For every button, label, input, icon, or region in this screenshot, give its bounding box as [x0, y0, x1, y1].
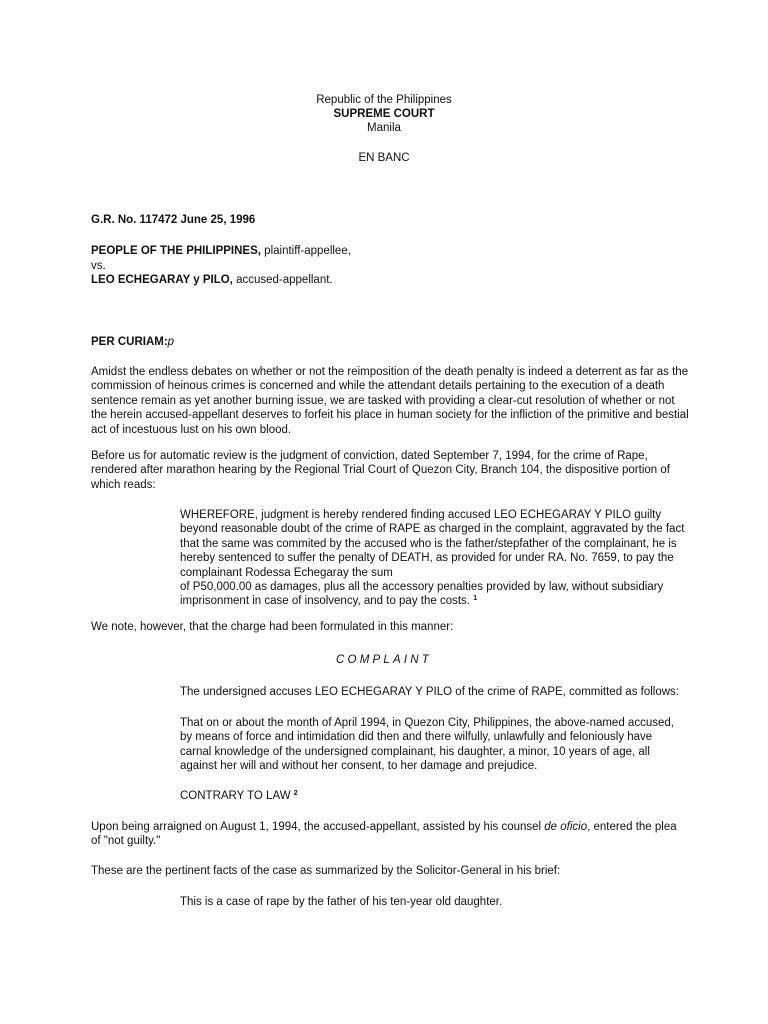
quote-line: WHEREFORE, judgment is hereby rendered finding accused LEO ECHEGARAY Y PILO guilty: [180, 509, 662, 521]
city-heading: Manila: [367, 122, 401, 134]
case-number: G.R. No. 117472 June 25, 1996: [91, 214, 256, 226]
complaint-line: by means of force and intimidation did then and there wilfully, unlawfully and feloniously have: [180, 731, 653, 744]
complaint-intro: The undersigned accuses LEO ECHEGARAY Y PILO of the crime of RAPE, committed as follows:: [180, 686, 679, 698]
de-oficio-text: de oficio: [544, 821, 588, 833]
quote-line: hereby sentenced to suffer the penalty of DEATH, as provided for under RA. No. 7659, to pay the: [180, 552, 674, 565]
party-plaintiff: [91, 244, 691, 258]
paragraph-line: commission of heinous crimes is concerned and while the attendant details pertaining to the execution of a death: [91, 380, 665, 393]
paragraph-line: [91, 820, 691, 834]
quote-line: of P50,000.00 as damages, plus all the accessory penalties provided by law, without subsidiary: [180, 581, 664, 594]
complaint-heading: COMPLAINT: [336, 654, 432, 666]
per-curiam-suffix: p: [167, 336, 175, 348]
quote-line: beyond reasonable doubt of the crime of RAPE as charged in the complaint, aggravated by the fact: [180, 523, 685, 536]
paragraph-review: [91, 449, 691, 492]
per-curiam-heading: [91, 335, 691, 349]
paragraph-line: Amidst the endless debates on whether or not the reimposition of the death penalty is indeed a deterrent as far as the: [91, 366, 689, 378]
paragraph-case-summary: This is a case of rape by the father of his ten-year old daughter.: [180, 896, 503, 908]
plaintiff-role: plaintiff-appellee,: [260, 245, 351, 257]
paragraph-charge: We note, however, that the charge had been formulated in this manner:: [91, 621, 454, 633]
division-heading: EN BANC: [358, 152, 410, 164]
paragraph-facts: These are the pertinent facts of the case as summarized by the Solicitor-General in his brief:: [91, 865, 561, 877]
quote-line-last: [180, 594, 692, 608]
paragraph-opening: [91, 365, 691, 437]
paragraph-line: Before us for automatic review is the judgment of conviction, dated September 7, 1994, for the crime of Rape,: [91, 450, 648, 462]
paragraph-line: act of incestuous lust on his own blood.: [91, 423, 292, 436]
paragraph-line: sentence remain as yet another burning issue, we are tasked with providing a clear-cut resolution of whether or not: [91, 394, 675, 407]
complaint-line: against her will and without her consent, to her damage and prejudice.: [180, 760, 538, 773]
contrary-text: CONTRARY TO LAW: [180, 790, 294, 802]
court-heading: SUPREME COURT: [333, 108, 435, 120]
paragraph-line: which reads:: [91, 478, 156, 491]
per-curiam-label: PER CURIAM:: [91, 336, 168, 348]
complaint-line: That on or about the month of April 1994, in Quezon City, Philippines, the above-named accused,: [180, 717, 674, 729]
footnote-marker-1[interactable]: 1: [473, 595, 478, 603]
plaintiff-name: PEOPLE OF THE PHILIPPINES,: [91, 245, 261, 257]
arraignment-text-end: , entered the plea: [587, 821, 677, 833]
quote-line: complainant Rodessa Echegaray the sum: [180, 566, 393, 579]
versus-text: vs.: [91, 260, 106, 272]
accused-name: LEO ECHEGARAY y PILO,: [91, 274, 233, 286]
accused-role: accused-appellant.: [232, 274, 333, 286]
party-accused: [91, 273, 691, 287]
footnote-marker-2[interactable]: 2: [293, 790, 298, 797]
complaint-body: [180, 716, 692, 774]
quote-last-text: imprisonment in case of insolvency, and to pay the costs.: [180, 595, 474, 608]
paragraph-arraignment: [91, 820, 691, 849]
contrary-to-law: [180, 789, 692, 803]
paragraph-line: of "not guilty.": [91, 835, 161, 848]
quote-line: that the same was commited by the accused who is the father/stepfather of the complainant, he is: [180, 537, 677, 550]
arraignment-text: Upon being arraigned on August 1, 1994, the accused-appellant, assisted by his counsel: [91, 821, 545, 833]
paragraph-line: rendered after marathon hearing by the Regional Trial Court of Quezon City, Branch 104, the dispositive portion of: [91, 464, 670, 477]
paragraph-line: the herein accused-appellant deserves to forfeit his place in human society for the infliction of the primitive and bestial: [91, 409, 689, 422]
quoted-judgment: [180, 508, 692, 609]
complaint-line: carnal knowledge of the undersigned complainant, his daughter, a minor, 10 years of age, all: [180, 745, 650, 758]
country-heading: Republic of the Philippines: [316, 94, 452, 106]
